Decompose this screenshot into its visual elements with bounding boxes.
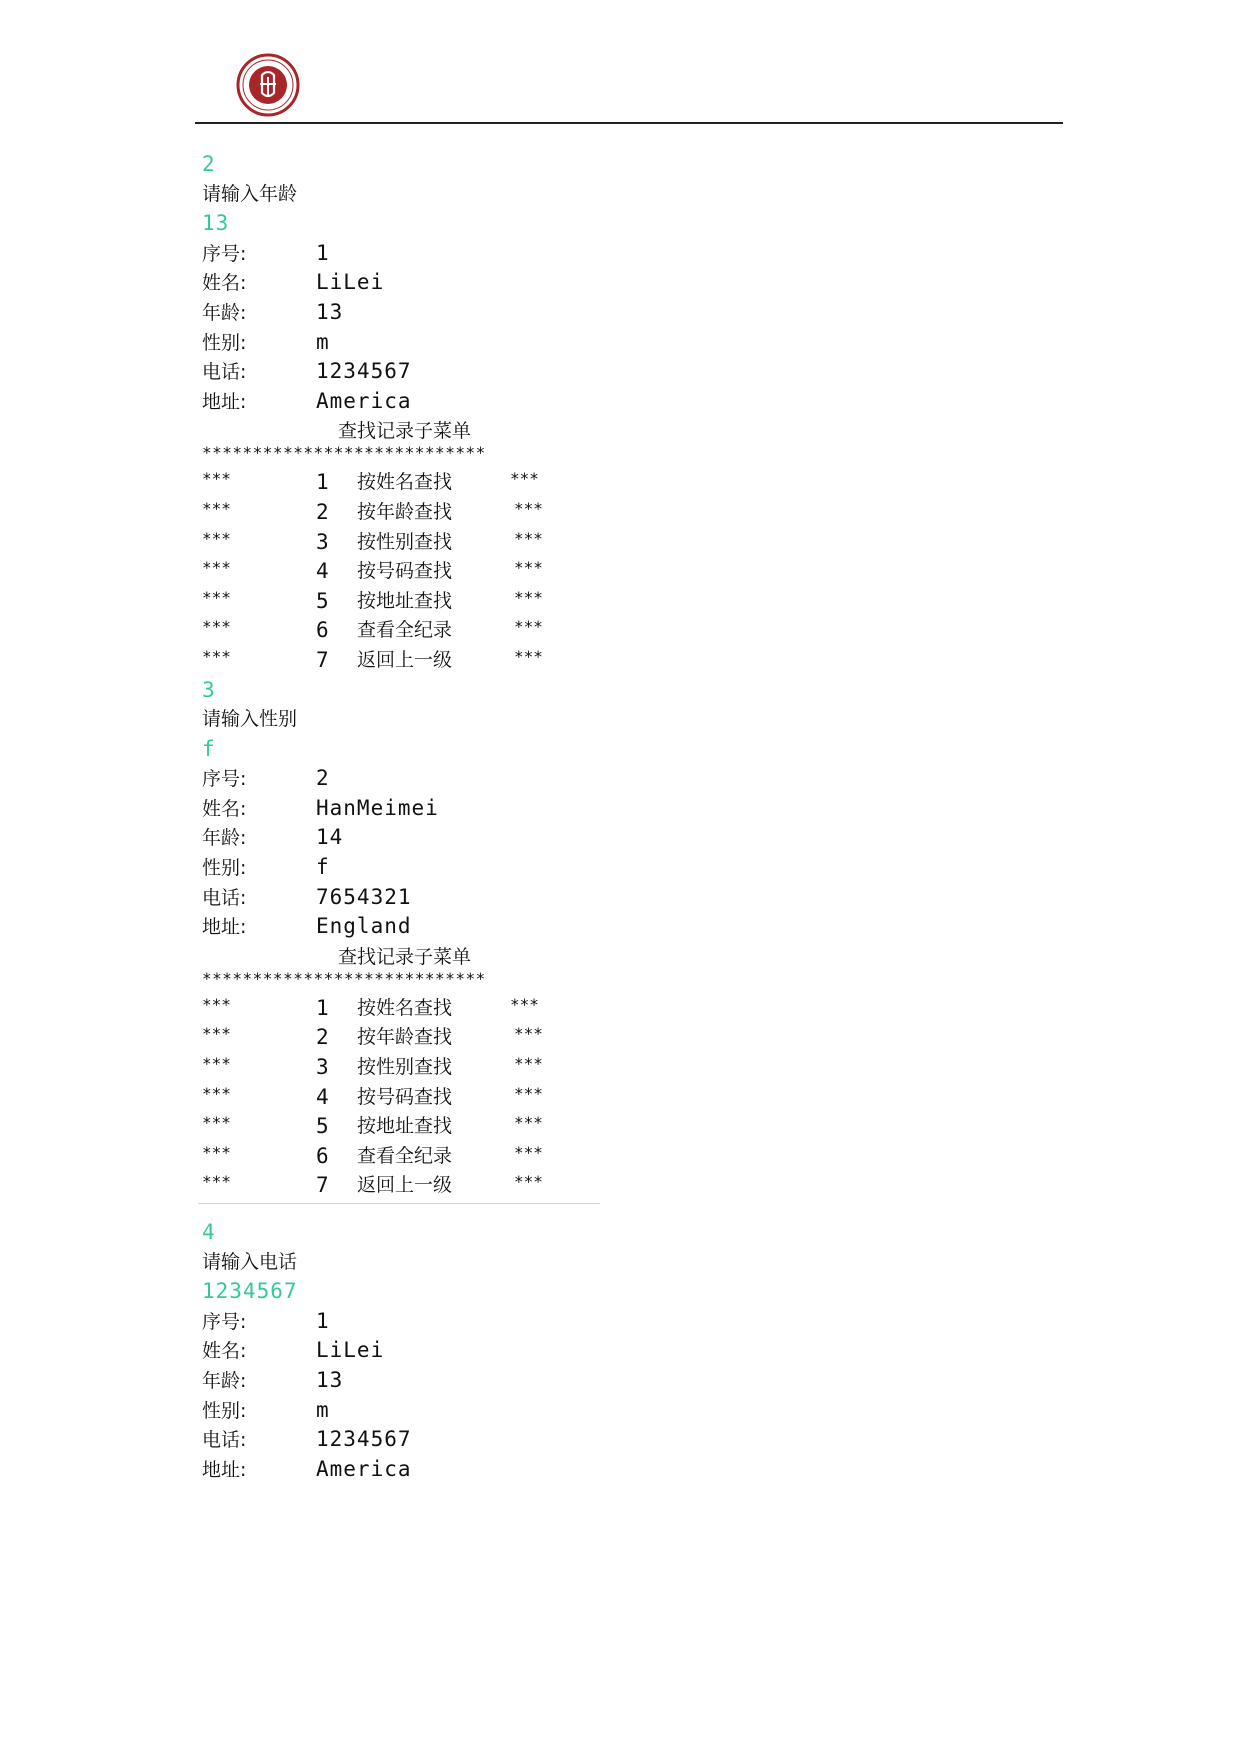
session-sex-search — [202, 676, 662, 942]
submenu-item — [202, 1023, 662, 1053]
left-stars: *** — [202, 1113, 231, 1133]
submenu-item — [202, 994, 662, 1024]
session-age-search — [202, 150, 662, 416]
record-field-address — [202, 1455, 662, 1485]
left-stars: *** — [202, 617, 231, 637]
left-stars: *** — [202, 528, 231, 548]
left-stars: *** — [202, 498, 231, 518]
submenu-item — [202, 1112, 662, 1142]
console-output — [202, 150, 662, 1484]
field-label: 性别: — [202, 1399, 247, 1422]
submenu-title: 查找记录子菜单 — [338, 420, 472, 443]
item-number: 4 — [316, 559, 329, 584]
right-stars: *** — [514, 1054, 543, 1074]
field-label: 地址: — [202, 390, 247, 413]
left-stars: *** — [202, 1172, 231, 1192]
submenu-item — [202, 1171, 662, 1201]
item-label: 按地址查找 — [357, 589, 453, 612]
item-label: 查看全纪录 — [357, 1144, 453, 1167]
record-field-id — [202, 1307, 662, 1337]
field-label: 电话: — [202, 886, 247, 909]
record-field-phone — [202, 883, 662, 913]
menu-choice-echo: 3 — [202, 677, 216, 702]
field-value: HanMeimei — [316, 795, 439, 820]
field-label: 年龄: — [202, 1369, 247, 1392]
item-label: 按号码查找 — [357, 560, 453, 583]
record-field-age — [202, 823, 662, 853]
field-value: 1234567 — [316, 359, 412, 384]
screenshot-separator — [198, 1203, 600, 1204]
field-label: 年龄: — [202, 301, 247, 324]
field-label: 电话: — [202, 361, 247, 384]
item-label: 返回上一级 — [357, 1174, 453, 1197]
input-prompt: 请输入性别 — [202, 708, 298, 731]
field-value: England — [316, 914, 412, 939]
user-input-echo: 1234567 — [202, 1279, 298, 1304]
field-value: America — [316, 1456, 412, 1481]
item-number: 1 — [316, 470, 329, 495]
left-stars: *** — [202, 646, 231, 666]
menu-choice-echo: 4 — [202, 1220, 216, 1244]
left-stars: *** — [202, 587, 231, 607]
item-number: 7 — [316, 647, 329, 672]
submenu-item — [202, 587, 662, 617]
input-prompt: 请输入年龄 — [202, 182, 298, 205]
right-stars: *** — [514, 1172, 543, 1192]
right-stars: *** — [514, 587, 543, 607]
item-label: 按姓名查找 — [357, 471, 453, 494]
submenu-item — [202, 468, 662, 498]
record-field-id — [202, 239, 662, 269]
right-stars: *** — [514, 1142, 543, 1162]
svg-text:· · · · ·: · · · · · — [262, 57, 274, 63]
item-label: 按性别查找 — [357, 1056, 453, 1079]
field-value: m — [316, 1397, 330, 1422]
session-phone-search — [202, 1218, 662, 1484]
field-label: 序号: — [202, 1310, 247, 1333]
field-label: 性别: — [202, 857, 247, 880]
item-label: 按号码查找 — [357, 1085, 453, 1108]
star-divider: **************************** — [202, 443, 486, 463]
field-value: f — [316, 855, 330, 880]
record-field-sex — [202, 328, 662, 358]
right-stars: *** — [514, 528, 543, 548]
user-input-echo: f — [202, 736, 216, 761]
submenu-item — [202, 1083, 662, 1113]
item-number: 3 — [316, 1055, 329, 1080]
star-divider: **************************** — [202, 968, 486, 988]
menu-choice-echo: 2 — [202, 152, 216, 176]
submenu-item — [202, 1053, 662, 1083]
item-label: 按年龄查找 — [357, 500, 453, 523]
item-number: 5 — [316, 1114, 329, 1139]
field-value: m — [316, 329, 330, 354]
left-stars: *** — [202, 558, 231, 578]
field-label: 序号: — [202, 242, 247, 265]
search-submenu — [202, 942, 662, 1204]
field-label: 地址: — [202, 1458, 247, 1481]
left-stars: *** — [202, 994, 231, 1014]
left-stars: *** — [202, 469, 231, 489]
record-field-name — [202, 1336, 662, 1366]
record-field-phone — [202, 1425, 662, 1455]
field-label: 地址: — [202, 916, 247, 939]
header-rule — [195, 122, 1063, 124]
item-label: 按姓名查找 — [357, 996, 453, 1019]
submenu-item — [202, 616, 662, 646]
item-label: 查看全纪录 — [357, 619, 453, 642]
submenu-item — [202, 1142, 662, 1172]
right-stars: *** — [514, 1024, 543, 1044]
university-seal-logo — [236, 53, 300, 117]
record-field-age — [202, 298, 662, 328]
field-value: LiLei — [316, 270, 385, 295]
field-value: America — [316, 388, 412, 413]
item-number: 5 — [316, 588, 329, 613]
field-value: 13 — [316, 1367, 344, 1392]
submenu-item — [202, 646, 662, 676]
field-label: 电话: — [202, 1429, 247, 1452]
field-label: 年龄: — [202, 827, 247, 850]
field-value: 2 — [316, 766, 330, 791]
record-field-phone — [202, 357, 662, 387]
field-value: 7654321 — [316, 884, 412, 909]
record-field-name — [202, 268, 662, 298]
record-field-name — [202, 794, 662, 824]
record-field-age — [202, 1366, 662, 1396]
field-value: 1 — [316, 1308, 330, 1333]
item-number: 6 — [316, 618, 329, 643]
field-label: 性别: — [202, 331, 247, 354]
field-value: LiLei — [316, 1338, 385, 1363]
field-label: 姓名: — [202, 1340, 247, 1363]
field-value: 13 — [316, 299, 344, 324]
item-number: 7 — [316, 1173, 329, 1198]
field-value: 1234567 — [316, 1427, 412, 1452]
item-number: 4 — [316, 1084, 329, 1109]
input-prompt: 请输入电话 — [202, 1250, 298, 1273]
right-stars: *** — [514, 1113, 543, 1133]
right-stars: *** — [514, 1083, 543, 1103]
item-number: 1 — [316, 995, 329, 1020]
record-field-id — [202, 764, 662, 794]
submenu-item — [202, 498, 662, 528]
item-label: 按年龄查找 — [357, 1026, 453, 1049]
item-number: 2 — [316, 499, 329, 524]
right-stars: *** — [514, 498, 543, 518]
item-label: 返回上一级 — [357, 648, 453, 671]
left-stars: *** — [202, 1083, 231, 1103]
right-stars: *** — [514, 558, 543, 578]
item-label: 按性别查找 — [357, 530, 453, 553]
record-field-address — [202, 912, 662, 942]
field-label: 姓名: — [202, 797, 247, 820]
field-label: 姓名: — [202, 272, 247, 295]
item-number: 6 — [316, 1143, 329, 1168]
left-stars: *** — [202, 1142, 231, 1162]
right-stars: *** — [514, 646, 543, 666]
record-field-address — [202, 387, 662, 417]
field-value: 14 — [316, 825, 344, 850]
left-stars: *** — [202, 1024, 231, 1044]
item-number: 3 — [316, 529, 329, 554]
field-label: 序号: — [202, 768, 247, 791]
right-stars: *** — [510, 994, 539, 1014]
item-number: 2 — [316, 1025, 329, 1050]
submenu-item — [202, 528, 662, 558]
right-stars: *** — [510, 469, 539, 489]
item-label: 按地址查找 — [357, 1115, 453, 1138]
search-submenu — [202, 416, 662, 675]
user-input-echo: 13 — [202, 211, 230, 236]
left-stars: *** — [202, 1054, 231, 1074]
record-field-sex — [202, 1396, 662, 1426]
submenu-item — [202, 557, 662, 587]
right-stars: *** — [514, 617, 543, 637]
record-field-sex — [202, 853, 662, 883]
submenu-title: 查找记录子菜单 — [338, 945, 472, 968]
field-value: 1 — [316, 240, 330, 265]
